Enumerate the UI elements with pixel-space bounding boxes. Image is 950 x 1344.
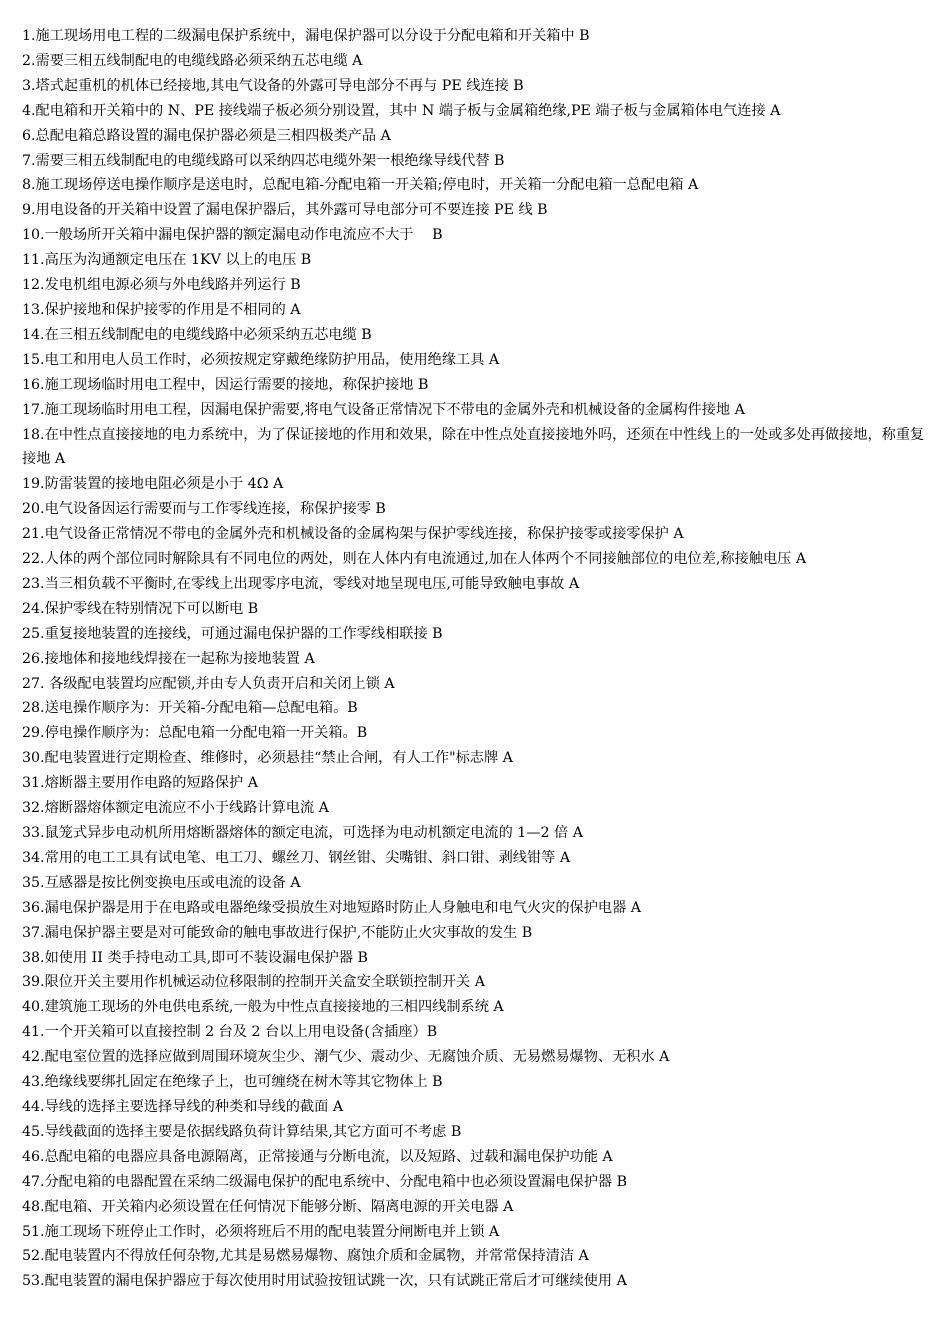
list-item: 10.一般场所开关箱中漏电保护器的额定漏电动作电流应不大于 B xyxy=(22,227,443,244)
list-item: 37.漏电保护器主要是对可能致命的触电事故进行保护,不能防止火灾事故的发生 B xyxy=(22,924,533,941)
list-item: 53.配电装置的漏电保护器应于每次使用时用试验按钮试跳一次，只有试跳正常后才可继续使用 A xyxy=(22,1273,627,1290)
list-item: 36.漏电保护器是用于在电路或电器绝缘受损放生对地短路时防止人身触电和电气火灾的保护电器 A xyxy=(22,899,642,916)
list-item: 24.保护零线在特别情况下可以断电 B xyxy=(22,600,259,617)
list-item: 30.配电装置进行定期检查、维修时，必须悬挂“禁止合闸，有人工作"标志牌 A xyxy=(22,750,513,767)
list-item: 52.配电装置内不得放任何杂物,尤其是易燃易爆物、腐蚀介质和金属物，并常常保持清洁 A xyxy=(22,1248,589,1265)
list-item: 32.熔断器熔体额定电流应不小于线路计算电流 A xyxy=(22,800,329,817)
list-item: 28.送电操作顺序为：开关箱-分配电箱—总配电箱。B xyxy=(22,700,358,717)
list-item: 43.绝缘线要绑扎固定在绝缘子上，也可缠绕在树木等其它物体上 B xyxy=(22,1074,443,1091)
list-item: 33.鼠笼式异步电动机所用熔断器熔体的额定电流，可选择为电动机额定电流的 1—2 倍 A xyxy=(22,825,583,841)
list-item: 34.常用的电工工具有试电笔、电工刀、螺丝刀、钢丝钳、尖嘴钳、斜口钳、剥线钳等 A xyxy=(22,849,571,866)
list-item: 29.停电操作顺序为：总配电箱一分配电箱一开关箱。B xyxy=(22,725,368,742)
list-item: 2.需要三相五线制配电的电缆线路必须采纳五芯电缆 A xyxy=(22,52,363,69)
list-item: 47.分配电箱的电器配置在采纳二级漏电保护的配电系统中、分配电箱中也必须设置漏电保护器 B xyxy=(22,1173,628,1190)
list-item: 23.当三相负载不平衡时,在零线上出现零序电流，零线对地呈现电压,可能导致触电事故 A xyxy=(22,575,580,592)
list-item: 14.在三相五线制配电的电缆线路中必须采纳五芯电缆 B xyxy=(22,326,372,343)
list-item: 11.高压为沟通额定电压在 1KV 以上的电压 B xyxy=(22,252,312,269)
list-item: 45.导线截面的选择主要是依据线路负荷计算结果,其它方面可不考虑 B xyxy=(22,1123,462,1140)
list-item: 35.互感器是按比例变换电压或电流的设备 A xyxy=(22,874,301,891)
list-item: 19.防雷装置的接地电阻必须是小于 4Ω A xyxy=(22,476,284,493)
list-item: 51.施工现场下班停止工作时，必须将班后不用的配电装置分闸断电并上锁 A xyxy=(22,1223,500,1240)
list-item: 44.导线的选择主要选择导线的种类和导线的截面 A xyxy=(22,1098,344,1115)
list-item: 26.接地体和接地线焊接在一起称为接地装置 A xyxy=(22,650,315,667)
list-item: 27. 各级配电装置均应配锁,并由专人负责开启和关闭上锁 A xyxy=(22,675,395,692)
list-item: 7.需要三相五线制配电的电缆线路可以采纳四芯电缆外架一根绝缘导线代替 B xyxy=(22,152,505,169)
list-item: 40.建筑施工现场的外电供电系统,一般为中性点直接接地的三相四线制系统 A xyxy=(22,999,504,1016)
list-item: 1.施工现场用电工程的二级漏电保护系统中，漏电保护器可以分设于分配电箱和开关箱中 B xyxy=(22,28,590,44)
list-item: 8.施工现场停送电操作顺序是送电时，总配电箱-分配电箱一开关箱;停电时，开关箱一分配电箱一总配电箱 A xyxy=(22,177,699,194)
list-item: 15.电工和用电人员工作时，必须按规定穿戴绝缘防护用品，使用绝缘工具 A xyxy=(22,351,500,368)
question-list xyxy=(22,24,930,1294)
list-item: 6.总配电箱总路设置的漏电保护器必须是三相四极类产品 A xyxy=(22,127,391,144)
list-item: 20.电气设备因运行需要而与工作零线连接，称保护接零 B xyxy=(22,501,386,518)
list-item: 9.用电设备的开关箱中设置了漏电保护器后，其外露可导电部分可不要连接 PE 线 B xyxy=(22,202,548,219)
list-item: 46.总配电箱的电器应具备电源隔离，正常接通与分断电流，以及短路、过载和漏电保护功能 A xyxy=(22,1148,613,1165)
list-item: 22.人体的两个部位同时解除具有不同电位的两处，则在人体内有电流通过,加在人体两个不同接触部位的电位差,称接触电压 A xyxy=(22,551,807,568)
list-item: 21.电气设备正常情况不带电的金属外壳和机械设备的金属构架与保护零线连接，称保护接零或接零保护 A xyxy=(22,526,684,543)
list-item: 16.施工现场临时用电工程中，因运行需要的接地，称保护接地 B xyxy=(22,376,429,393)
list-item: 25.重复接地装置的连接线，可通过漏电保护器的工作零线相联接 B xyxy=(22,625,443,642)
list-item: 39.限位开关主要用作机械运动位移限制的控制开关盒安全联锁控制开关 A xyxy=(22,974,485,991)
list-item: 38.如使用 II 类手持电动工具,即可不装设漏电保护器 B xyxy=(22,949,368,966)
list-item: 42.配电室位置的选择应做到周围环境灰尘少、潮气少、震动少、无腐蚀介质、无易燃易爆物、无积水 A xyxy=(22,1049,670,1066)
list-item: 31.熔断器主要用作电路的短路保护 A xyxy=(22,775,258,792)
list-item: 3.塔式起重机的机体已经接地,其电气设备的外露可导电部分不再与 PE 线连接 B xyxy=(22,77,524,94)
list-item: 18.在中性点直接接地的电力系统中，为了保证接地的作用和效果，除在中性点处直接接地外吗，还须在中性线上的一处或多处再做接地，称重复接地 A xyxy=(22,426,925,468)
list-item: 17.施工现场临时用电工程，因漏电保护需要,将电气设备正常情况下不带电的金属外壳和机械设备的金属构件接地 A xyxy=(22,401,745,418)
list-item: 13.保护接地和保护接零的作用是不相同的 A xyxy=(22,301,301,318)
list-item: 12.发电机组电源必须与外电线路并列运行 B xyxy=(22,277,301,294)
list-item: 4.配电箱和开关箱中的 N、PE 接线端子板必须分别设置，其中 N 端子板与金属箱绝缘,PE 端子板与金属箱体电气连接 A xyxy=(22,102,781,119)
list-item: 41.一个开关箱可以直接控制 2 台及 2 台以上用电设备(含插座）B xyxy=(22,1024,438,1041)
list-item: 48.配电箱、开关箱内必须设置在任何情况下能够分断、隔离电源的开关电器 A xyxy=(22,1198,514,1215)
